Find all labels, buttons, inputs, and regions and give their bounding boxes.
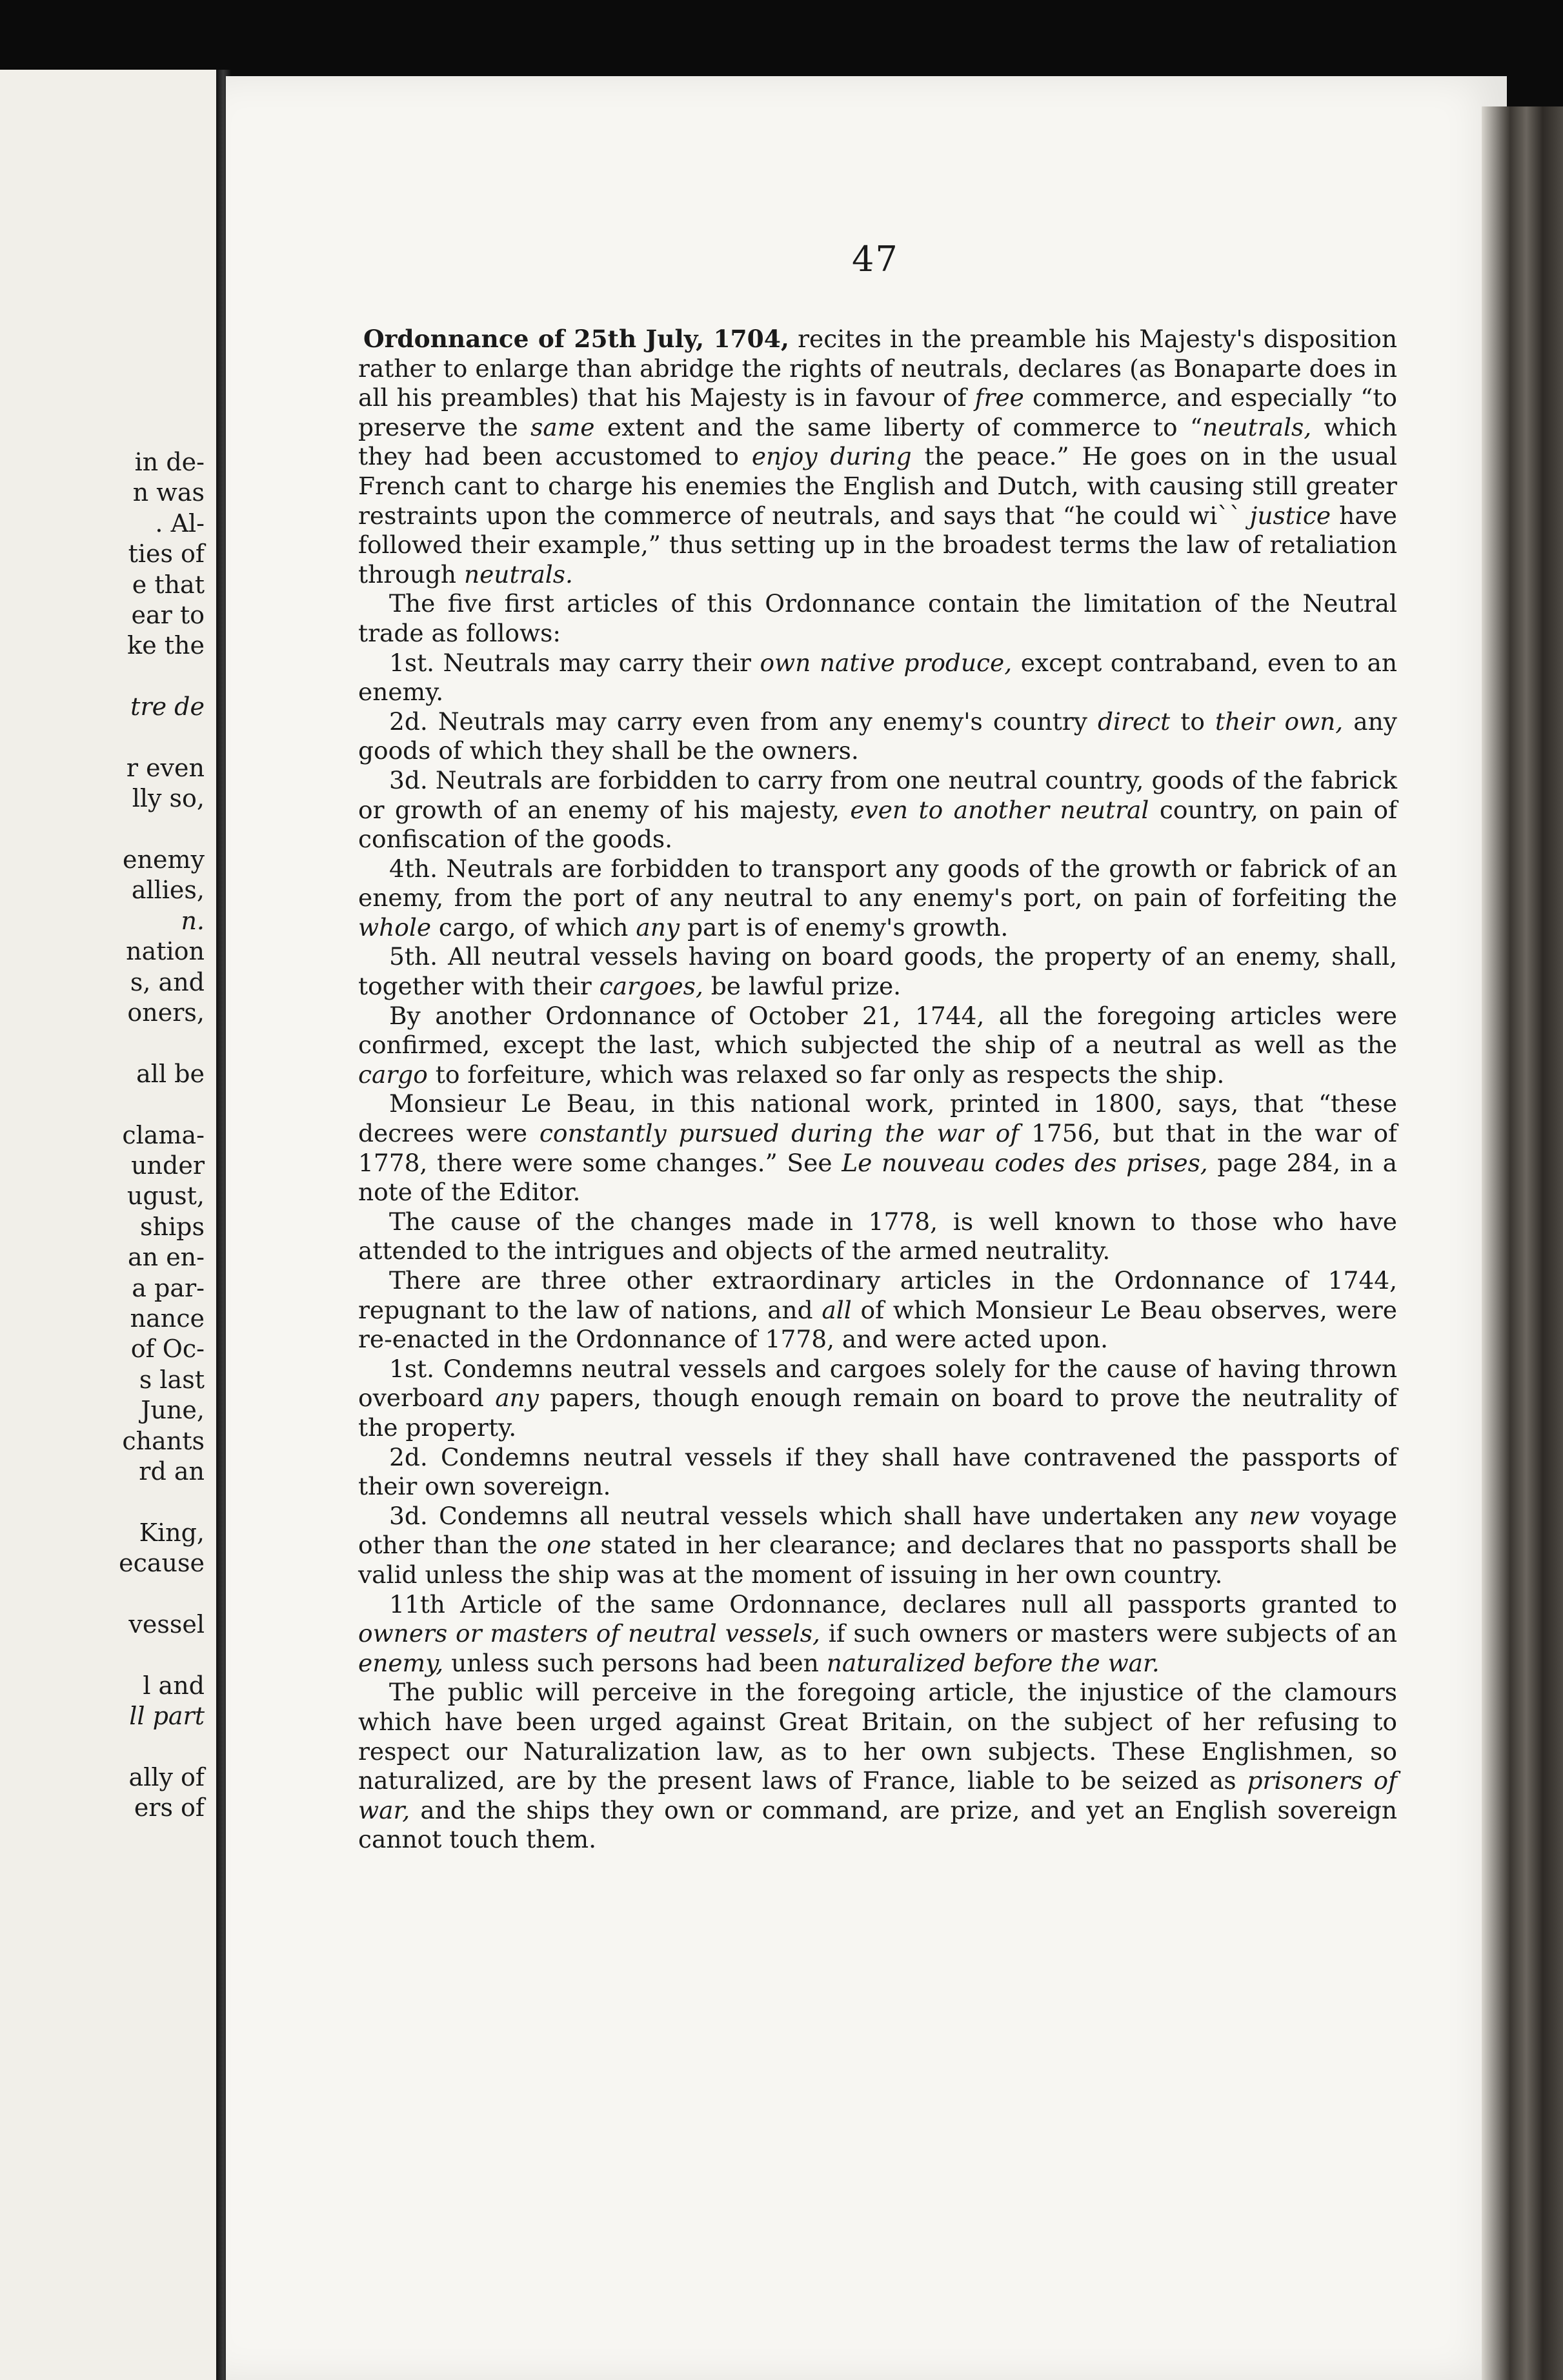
paragraph bbox=[358, 589, 1397, 648]
text-run: the peace.” He goes on in the usual French cant to charge his enemies the English and Dutch, with causing still greater restraints upon the commerce of neutrals, and says that “he could wi`` bbox=[358, 442, 1398, 530]
paragraph bbox=[358, 1590, 1397, 1679]
text-run: 2d. Condemns neutral vessels if they shall have contravened the passports of their own sovereign. bbox=[358, 1442, 1397, 1501]
text-run: The public will perceive in the foregoing article, the injustice of the clamours which have been urged against Great Britain, on the subject of her refusing to respect our Naturalization law, as to her own subjects. These Englishmen, so naturalized, are by the present laws of France, liable to be seized as bbox=[358, 1678, 1397, 1795]
text-run: their own, bbox=[1215, 707, 1344, 736]
text-run: own native produce, bbox=[760, 648, 1013, 677]
text-run: Le nouveau codes des prises, bbox=[842, 1148, 1208, 1177]
facing-page-left bbox=[0, 70, 220, 2380]
facing-page-line: enemy bbox=[123, 845, 205, 874]
facing-page-line: s, and bbox=[130, 967, 205, 996]
text-run: be lawful prize. bbox=[703, 972, 902, 1001]
text-run: naturalized before the war. bbox=[826, 1648, 1160, 1677]
text-run: enemy, bbox=[358, 1648, 444, 1677]
facing-page-line: an en- bbox=[127, 1243, 205, 1272]
facing-page-line: June, bbox=[141, 1396, 205, 1425]
text-run: part is of enemy's growth. bbox=[680, 913, 1009, 942]
facing-page-line: n was bbox=[132, 478, 205, 507]
facing-page-line: ecause bbox=[119, 1549, 205, 1578]
text-run: Ordonnance of 25th July, 1704, bbox=[363, 325, 789, 353]
facing-page-line bbox=[11, 1028, 205, 1058]
facing-page-line: vessel bbox=[128, 1609, 205, 1639]
facing-page-line: n. bbox=[181, 906, 205, 935]
facing-page-line: ll part bbox=[129, 1702, 205, 1731]
paragraph bbox=[358, 766, 1397, 854]
facing-page-line: ships bbox=[140, 1212, 205, 1241]
facing-page-line: oners, bbox=[127, 998, 205, 1027]
page-number: 47 bbox=[852, 239, 899, 279]
text-run: have followed their example,” thus setting up in the broadest terms the law of retaliation through bbox=[358, 501, 1397, 589]
text-run: any goods of which they shall be the owners. bbox=[358, 707, 1397, 765]
paragraph bbox=[358, 707, 1397, 766]
paragraph bbox=[358, 942, 1397, 1001]
facing-page-line: r even bbox=[126, 753, 205, 782]
paragraph bbox=[358, 1002, 1397, 1090]
facing-page-line: nance bbox=[130, 1304, 205, 1333]
text-run: 5th. All neutral vessels having on board goods, the property of an enemy, shall, together with their bbox=[358, 942, 1397, 1001]
text-run: enjoy during bbox=[751, 442, 912, 471]
text-run: unless such persons had been bbox=[443, 1648, 827, 1677]
facing-page-line: all be bbox=[136, 1059, 205, 1088]
facing-page-line: ally of bbox=[128, 1762, 205, 1791]
text-run: 3d. Neutrals are forbidden to carry from one neutral country, goods of the fabrick or growth of an enemy of his majesty, bbox=[358, 765, 1397, 824]
facing-page-line: clama- bbox=[122, 1120, 205, 1149]
text-run: recites in the preamble his Majesty's disposition rather to enlarge than abridge the rights of neutrals, declares (as Bonaparte does in all his preambles) that his Majesty is in favour of bbox=[358, 325, 1397, 412]
text-run: whole bbox=[358, 913, 432, 942]
text-run: Monsieur Le Beau, in this national work, printed in 1800, says, that “these decrees were bbox=[358, 1089, 1397, 1148]
facing-page-line: ke the bbox=[127, 631, 205, 660]
paragraph bbox=[358, 1355, 1397, 1443]
text-run: papers, though enough remain on board to prove the neutrality of the property. bbox=[358, 1384, 1397, 1442]
text-run: cargoes, bbox=[599, 972, 703, 1001]
facing-page-line: s last bbox=[139, 1365, 205, 1394]
facing-page-line: rd an bbox=[139, 1457, 205, 1486]
facing-page-line bbox=[11, 1640, 205, 1670]
text-run: one bbox=[547, 1531, 592, 1560]
text-run: even to another neutral bbox=[850, 795, 1149, 824]
facing-page-line: tre de bbox=[130, 692, 205, 721]
paragraph bbox=[358, 1089, 1397, 1207]
text-run: The cause of the changes made in 1778, is well known to those who have attended to the intrigues and objects of the armed neutrality. bbox=[358, 1207, 1397, 1266]
text-run: 3d. Condemns all neutral vessels which shall have undertaken any bbox=[389, 1501, 1249, 1530]
text-run: cargo, of which bbox=[431, 913, 636, 942]
text-run: which they had been accustomed to bbox=[358, 412, 1397, 471]
text-run: constantly pursued during the war of bbox=[539, 1119, 1020, 1148]
text-run: There are three other extraordinary articles in the Ordonnance of 1744, repugnant to the law of nations, and bbox=[358, 1266, 1397, 1324]
paragraph bbox=[358, 1266, 1397, 1355]
text-run: stated in her clearance; and declares that no passports shall be valid unless the ship was at the moment of issuing in her own country. bbox=[358, 1531, 1397, 1589]
page-body-text bbox=[358, 325, 1397, 1855]
text-run: country, on pain of confiscation of the goods. bbox=[358, 795, 1397, 854]
text-run: 2d. Neutrals may carry even from any enemy's country bbox=[389, 707, 1098, 736]
text-run: new bbox=[1249, 1501, 1300, 1530]
facing-page-line: in de- bbox=[134, 448, 205, 476]
text-run: direct bbox=[1098, 707, 1171, 736]
facing-page-line: ties of bbox=[128, 540, 205, 569]
facing-page-line: . Al- bbox=[155, 509, 205, 538]
text-run: By another Ordonnance of October 21, 1744, all the foregoing articles were confirmed, except the last, which subjected the ship of a neutral as well as the bbox=[358, 1001, 1397, 1060]
text-run: free bbox=[974, 383, 1024, 412]
paragraph bbox=[358, 325, 1397, 589]
text-run: except contraband, even to an enemy. bbox=[358, 648, 1397, 707]
facing-page-line bbox=[11, 1487, 205, 1517]
facing-page-line: King, bbox=[139, 1518, 205, 1547]
text-run: justice bbox=[1249, 501, 1331, 530]
paragraph bbox=[358, 649, 1397, 707]
paragraph bbox=[358, 1443, 1397, 1502]
facing-page-line: ugust, bbox=[126, 1182, 205, 1211]
paragraph bbox=[358, 1502, 1397, 1590]
text-run: same bbox=[530, 412, 595, 441]
book-page-edges bbox=[1482, 106, 1563, 2380]
text-run: extent and the same liberty of commerce to “ bbox=[594, 412, 1203, 441]
facing-page-line: ear to bbox=[131, 600, 205, 629]
facing-page-line: allies, bbox=[131, 876, 205, 905]
text-run: if such owners or masters were subjects of an bbox=[820, 1619, 1397, 1648]
facing-page-line: chants bbox=[122, 1426, 205, 1455]
text-run: 11th Article of the same Ordonnance, declares null all passports granted to bbox=[389, 1589, 1397, 1619]
text-run: 1st. Condemns neutral vessels and cargoes solely for the cause of having thrown overboard bbox=[358, 1354, 1397, 1413]
facing-page-line: nation bbox=[126, 937, 205, 966]
facing-page-line bbox=[11, 1089, 205, 1120]
facing-page-text-fragments bbox=[11, 447, 205, 1824]
text-run: commerce, and especially “to preserve the bbox=[358, 383, 1397, 441]
text-run: neutrals, bbox=[1202, 412, 1312, 441]
paragraph bbox=[358, 854, 1397, 943]
text-run: 4th. Neutrals are forbidden to transport any goods of the growth or fabrick of an enemy, from the port of any neutral to any enemy's port, on pain of forfeiting the bbox=[358, 854, 1397, 913]
text-run: page 284, in a note of the Editor. bbox=[358, 1148, 1397, 1207]
text-run: prisoners of war, bbox=[358, 1766, 1397, 1824]
text-run: to bbox=[1170, 707, 1216, 736]
facing-page-line bbox=[11, 661, 205, 692]
text-run: The five first articles of this Ordonnance contain the limitation of the Neutral trade as follows: bbox=[358, 589, 1397, 647]
paragraph bbox=[358, 1678, 1397, 1855]
facing-page-line: of Oc- bbox=[130, 1335, 205, 1364]
paragraph bbox=[358, 1207, 1397, 1266]
text-run: owners or masters of neutral vessels, bbox=[358, 1619, 820, 1648]
facing-page-line bbox=[11, 814, 205, 845]
text-run: any bbox=[495, 1384, 539, 1413]
text-run: 1st. Neutrals may carry their bbox=[389, 648, 760, 677]
facing-page-line: l and bbox=[143, 1671, 205, 1700]
facing-page-line: lly so, bbox=[132, 784, 205, 813]
facing-page-line bbox=[11, 1578, 205, 1609]
facing-page-line bbox=[11, 1731, 205, 1762]
text-run: of which Monsieur Le Beau observes, were re-enacted in the Ordonnance of 1778, and were acted upon. bbox=[358, 1295, 1397, 1354]
facing-page-line: e that bbox=[132, 570, 205, 599]
text-run: 1756, but that in the war of 1778, there were some changes.” See bbox=[358, 1119, 1397, 1177]
text-run: cargo bbox=[358, 1060, 428, 1089]
text-run: neutrals. bbox=[463, 560, 573, 589]
facing-page-line: a par- bbox=[132, 1273, 205, 1302]
text-run: and the ships they own or command, are prize, and yet an English sovereign cannot touch them. bbox=[358, 1795, 1397, 1854]
facing-page-line: under bbox=[131, 1151, 205, 1180]
text-run: all bbox=[822, 1295, 852, 1324]
text-run: to forfeiture, which was relaxed so far only as respects the ship. bbox=[427, 1060, 1225, 1089]
facing-page-line bbox=[11, 723, 205, 753]
text-run: any bbox=[636, 913, 680, 942]
facing-page-line: ers of bbox=[134, 1793, 205, 1822]
text-run: voyage other than the bbox=[358, 1501, 1397, 1560]
